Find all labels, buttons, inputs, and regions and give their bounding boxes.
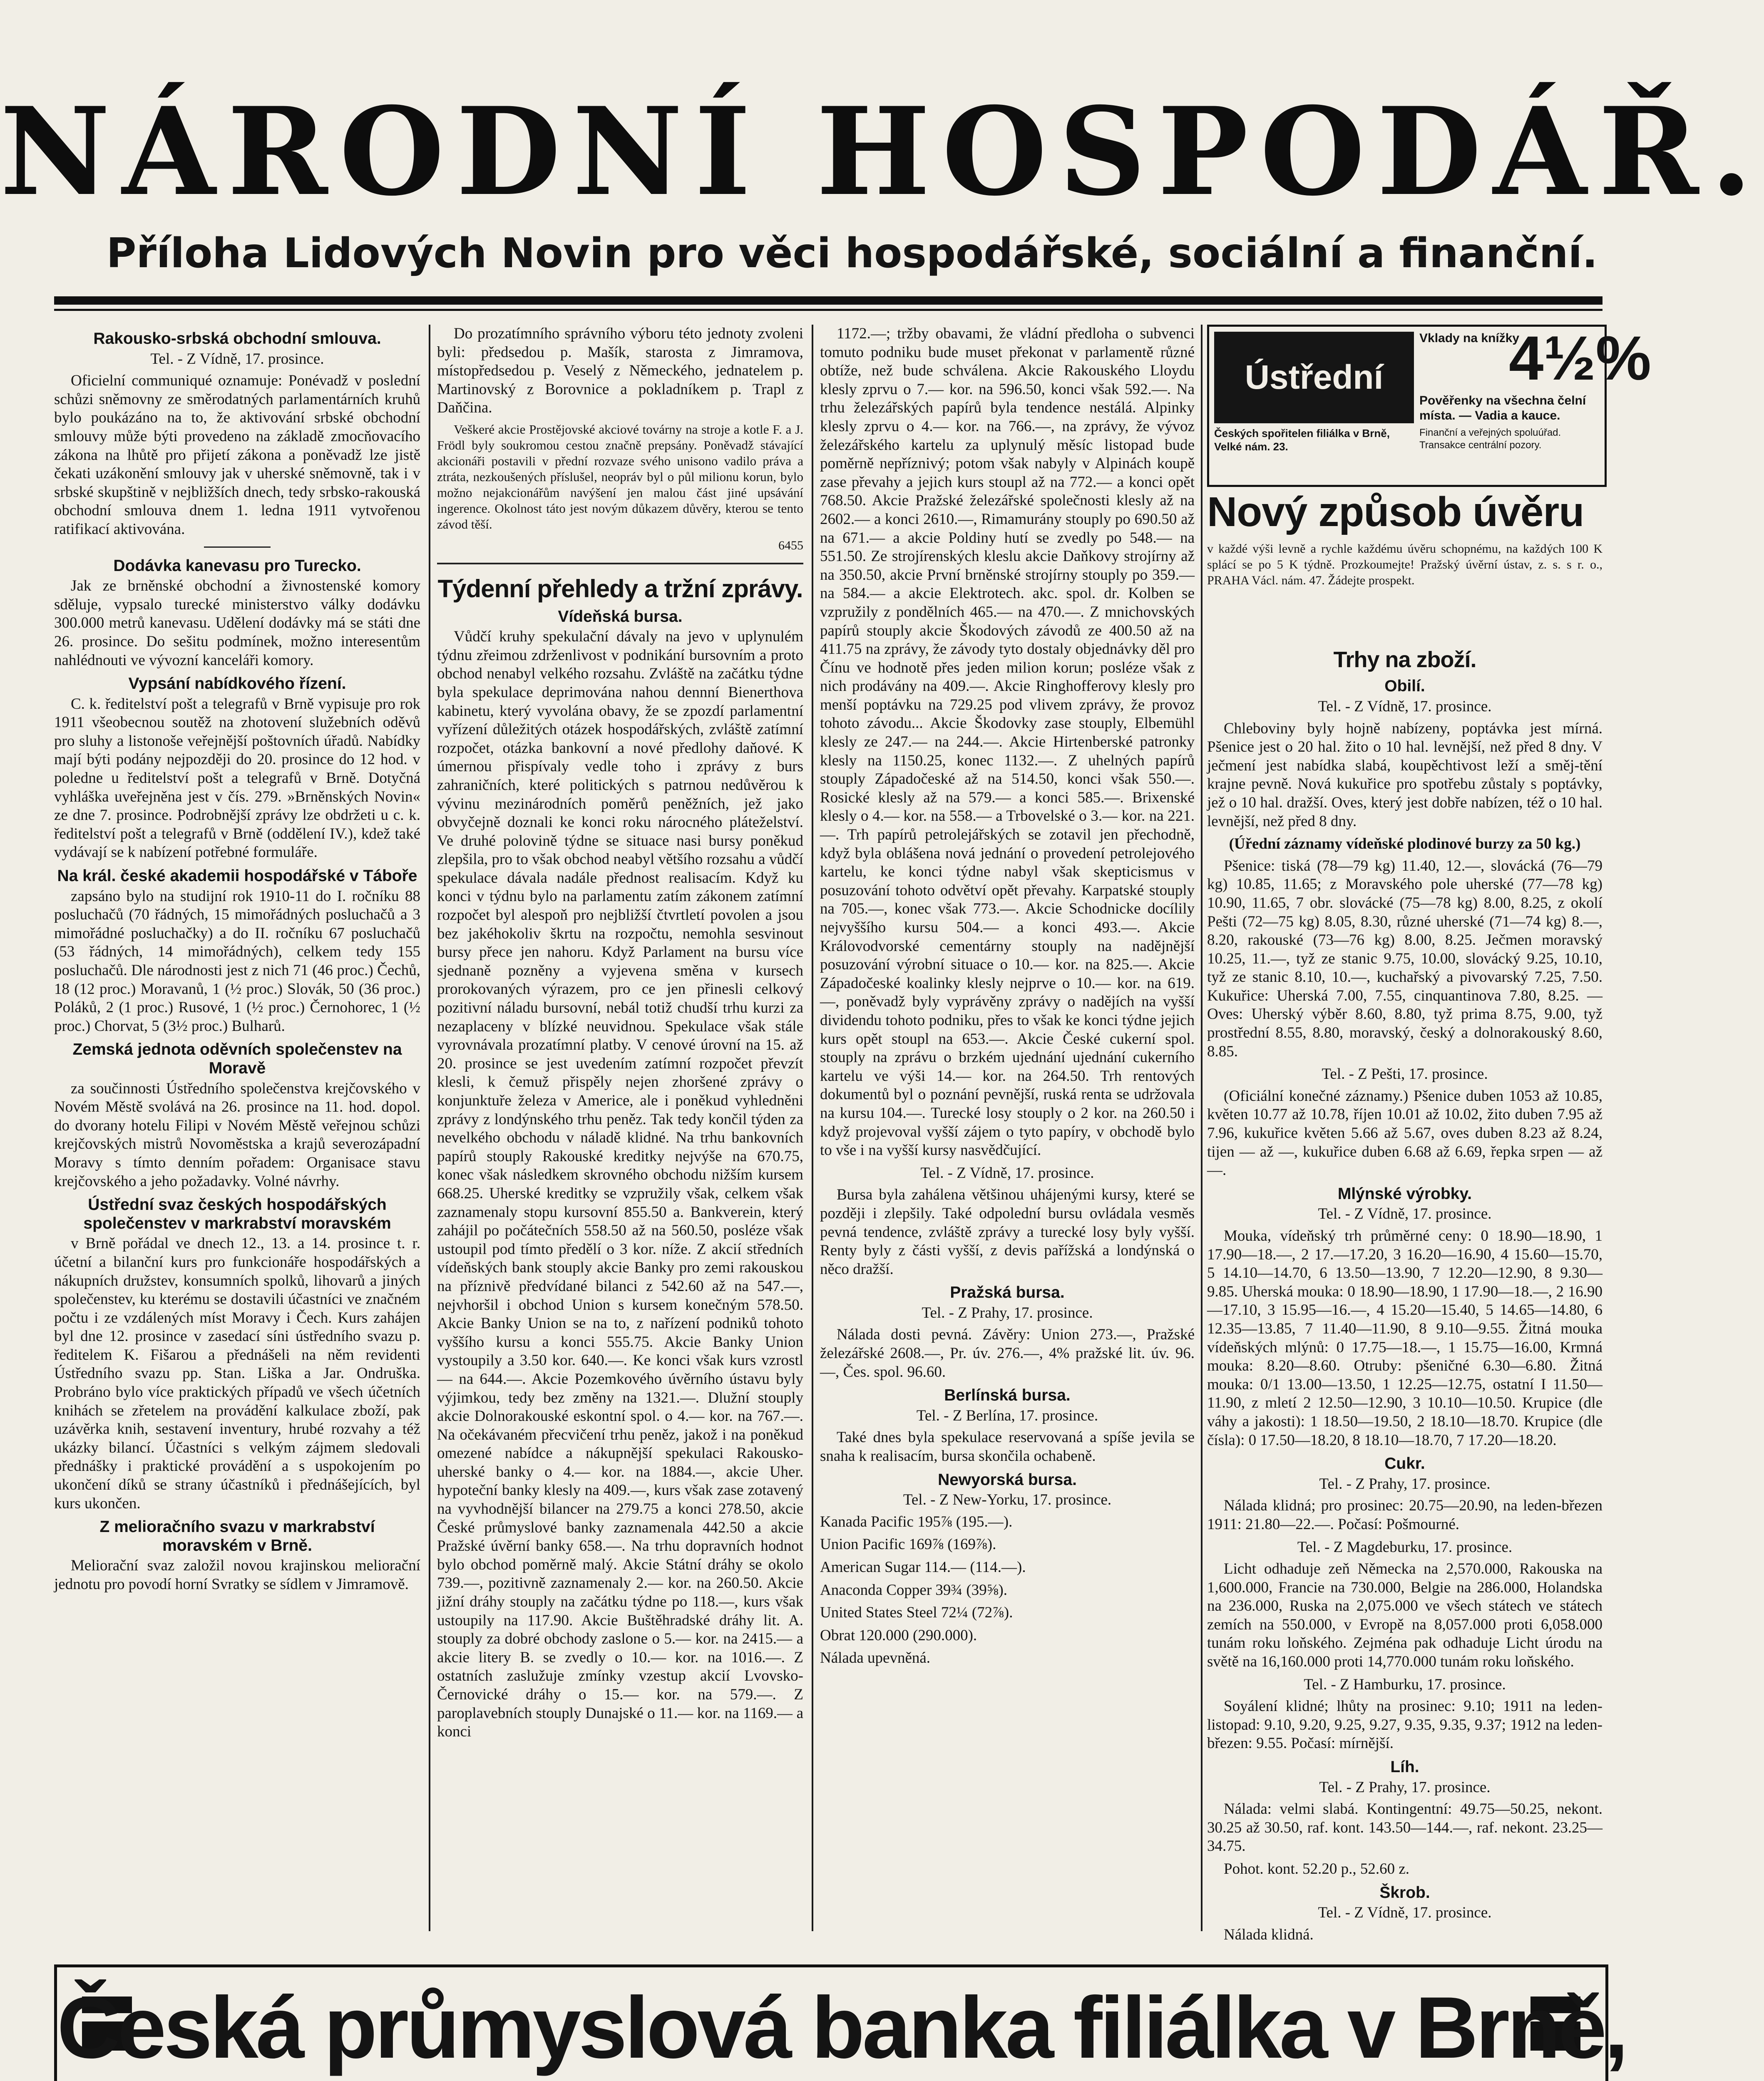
quote-row: Nálada upevněná. [820,1649,931,1667]
dateline: Tel. - Z Vídně, 17. prosince. [920,1164,1094,1182]
small-article-text: Veškeré akcie Prostějovské akciové továrny na stroje a kotle F. a J. Frödl byly soukromou cestou značně prepsány. Poněvadž stávající akcionáři postavili v přední rozvaze svého unisono vadilo práva a ztráta, nezkoušených příslušel, neopráv byl o půl milionu korun, bylo možno nejakcionářům navýšení jen malou část jiné upsávání ingerence. Okolnost táto jest novým důkazem důvěry, kterou se tento závod těší. [437,422,803,531]
bank-address: Českých spořitelen filiálka v Brně, Velké nám. 23. [1214,427,1390,453]
deposit-rate: 4½% [1509,323,1651,393]
dateline: Tel. - Z Hamburku, 17. prosince. [1304,1676,1506,1693]
column-3 [820,325,1195,1931]
bank-logo: Ústřední Banka [1214,332,1414,423]
article-number: 6455 [778,538,803,552]
quote-row: Obrat 120.000 (290.000). [820,1627,977,1644]
note: (Úřední záznamy vídeňské plodinové burzy za 50 kg.) [1229,835,1581,853]
quote-row: American Sugar 114.— (114.—). [820,1559,1026,1576]
dateline: Tel. - Z Vídně, 17. prosince. [1318,1904,1492,1922]
article-heading: Vypsání nabídkového řízení. [128,675,346,693]
article-heading: Na král. české akademii hospodářské v Táboře [57,867,417,885]
article-text: Bursa byla zahálena většinou uhájenými kursy, které se později i zlepšily. Také odpolední bursu ovládala vesměs pevná tendence, zvláště zprávy a turecké losy byly vyšší. Renty byly z části vyšší, z devis pařížská a londýnská o něco dražší. [820,1186,1195,1278]
article-text: Pšenice: tiská (78—79 kg) 11.40, 12.—, slovácká (76—79 kg) 10.85, 11.65; z Moravského pole uherské (77—78 kg) 10.90, 11.65, 7 obr. slovácké (75—78 kg) 8.00, 8.25, z okolí Pešti (72—75 kg) 8.05, 8.30, různé uherské (71—74 kg) 8.—, 8.20, rakouské (73—76 kg) 8.00, 8.25. Ječmen moravský 10.25, 11.—, tyž ze stanic 9.75, 10.00, slovácký 9.25, 10.10, tyž ze stanic 8.10, 10.—, kuchařský a pivovarský 7.25, 7.50. Kukuřice: Uherská 7.00, 7.55, cinquantinova 7.80, 8.25. — Oves: Uherský výběr 8.60, 8.80, tyž prima 8.75, 9.00, tyž prostřední 8.55, 8.80, moravský, český a dolnorakouský 8.60, 8.85. [1207,857,1603,1060]
article-text: Chlebovinу byly hojně nabízeny, poptávka jest mírná. Pšenice jest o 20 hal. žito o 10 hal. levnější, než před 8 dny. V ječmení jest nabídka slabá, koupěchtivost leží a směj-tění krajne pevně. Nová kukuřice pro spotřebu zůstaly s poptávky, jež o 10 hal. dražší. Oves, který jest dobře nabízen, též o 10 hal. levnější, než před 8 dny. [1207,720,1603,830]
article-text: Mouka, vídeňský trh průměrné ceny: 0 18.90—18.90, 1 17.90—18.—, 2 17.—17.20, 3 16.20—16.90, 4 15.60—15.70, 5 14.10—14.70, 6 13.50—13.90, 7 12.20—12.90, 8 9.30—9.85. Uherská mouka: 0 18.90—18.90, 1 17.90—18.—, 2 16.90—17.10, 3 15.95—16.—, 4 15.20—15.40, 5 14.65—14.80, 6 12.35—13.85, 7 11.40—11.90, 8 9.10—9.55. Žitná mouka vídeňských mlýnů: 0 17.75—18.—, 1 15.75—16.00, Krmná mouka: 8.20—8.60. Otruby: pšeničné 6.30—6.80. Žitná mouka: 0/1 13.00—13.50, 1 12.25—12.75, ostatní I 11.50—11.90, z mletí 2 12.50—12.90, 3 10.10—10.50. Krupice (dle váhy a jakosti): 1 18.50—19.50, 2 18.10—18.70. Krupice (dle čísla): 0 17.50—18.20, 8 18.10—18.70, 7 17.20—18.20. [1207,1227,1603,1449]
bank-services: Pověřenky na všechna čelní místa. — Vadia a kauce. [1419,394,1586,422]
article-text: C. k. ředitelství pošt a telegrafů v Brně vypisuje pro rok 1911 všeobecnou soutěž na zhotovení služebních oděvů pro sluhy a listonoše veřejnější poštovních úřadů. Nabídky mají býti podány nejpozději do 20. prosince do 12 hod. v poledne u ředitelství pošt a telegrafů v Brně. Dotyčná vyhláška uveřejněna jest v čís. 279. »Brněnských Novin« ze dne 7. prosince. Podrobnější zprávy lze obdržeti u c. k. ředitelství pošt a telegrafů v Brně (oddělení IV.), kdež také vydávají se k nabízení potřebné formuláře. [54,695,420,861]
dateline: Tel. - Z Pešti, 17. prosince. [1322,1065,1488,1083]
quote-row: United States Steel 72¼ (72⅞). [820,1604,1013,1622]
article-heading: Newyorská bursa. [938,1470,1077,1489]
credit-ad-text: v každé výši levně a rychle každému úvěru schopnému, na každých 100 K splácí se po 5 K týdně. Prozkoumejte! Pražský úvěrní ústav, z. s. s r. o., PRAHA Václ. nám. 47. Žádejte prospekt. [1207,542,1603,587]
article-text: v Brně pořádal ve dnech 12., 13. a 14. prosince t. r. účetní a bilanční kurs pro funkcionáře hospodářských a nákupních družstev, konsumních spolků, lihovarů a jiných společenstev, ku kterému se dostavili účastníci ve značném počtu i ze vzdálených míst Moravy i Čech. Kurs zahájen byl dne 12. prosince v zasedací síni ústředního svazu p. ředitelem K. Fišarou a přednášeli na něm revidenti Ústředního svazu pp. Stan. Liška a Jar. Ondruška. Probráno bylo více praktických případů ve všech účetních knihách se zřetelem na provádění kalkulace zboží, pak uzávěrka knih, sestavení inventury, hrubé rozvahy a též ukázky bilancí. Účastníci s velkým zájmem sledovali přednášky i praktické provádění a s uspokojením po ukončení díků se strany účastníků i přednášejících, byl kurs ukončen. [54,1235,420,1512]
ad-title: Česká průmyslová banka filiálka v Brně, [57,1979,1626,2076]
article-text: za součinnosti Ústředního společenstva krejčovského v Novém Městě svolává na 26. prosince na 11. hod. dopol. do dvorany hotelu Filipi v Novém Městě veřejnou schůzi krejčovských mistrů Novoměstska a krajů severozápadní Moravy s tímto denním pořadem: Organisace stavu krejčovského a jeho požadavky. Volné návrhy. [54,1080,420,1190]
dateline: Tel. - Z Prahy, 17. prosince. [1319,1778,1491,1796]
article-text: Do prozatímního správního výboru této jednoty zvoleni byli: předsedou p. Mašík, starosta z Jimramova, místopředsedou p. Veselý z Německého, jednatelem p. Martinovský z Borovnice a pokladníkem p. Trapl z Daňčina. [437,325,803,417]
dateline: Tel. - Z Vídně, 17. prosince. [150,350,324,368]
masthead-subtitle: Příloha Lidových Novin pro věci hospodářské, sociální a finanční. [106,230,1598,277]
article-text: Nálada klidná; pro prosinec: 20.75—20.90, na leden-březen 1911: 21.80—22.—. Počasí: Pošmourné. [1207,1497,1603,1533]
column-2 [437,325,803,1931]
article-heading: Obilí. [1384,677,1425,695]
masthead-rule-thin [54,309,1603,311]
bank-advertisement [1207,323,1651,488]
masthead-title: NÁRODNÍ HOSPODÁŘ. [0,81,1764,223]
column-divider [429,325,430,1931]
article-heading: Líh. [1390,1758,1419,1776]
article-heading: Z melioračního svazu v markrabství moravském v Brně. [99,1518,375,1555]
deposit-label: Vklady na knížky [1419,331,1520,345]
quote-row: Kanada Pacific 195⅞ (195.—). [820,1513,1013,1530]
article-heading: Cukr. [1384,1455,1425,1473]
dateline: Tel. - Z Berlína, 17. prosince. [916,1407,1098,1424]
dateline: Tel. - Z Prahy, 17. prosince. [1319,1475,1491,1492]
article-text: Meliorační svaz založil novou krajinskou meliorační jednotu pro povodí horní Svratky se sídlem v Jimramově. [54,1557,420,1593]
article-heading: Mlýnské výrobky. [1337,1185,1472,1203]
article-heading: Berlínská bursa. [944,1386,1071,1405]
bank-note: Finanční a veřejných spoluúřad. Transakce centrální pozory. [1419,427,1561,451]
article-text: Oficielní communiqué oznamuje: Ponévadž v poslední schůzi sněmovny ze směrodatných parlamentárních kruhů bylo poukázáno na to, že aktivování srbské obchodní smlouvy může býti provedeno na základě zmocňovacího zákona na lhůtě pro přijetí zákona a poněvadž lze jistě čekati uzákonění smlouvy jak v uherské sněmovně, tak i v srbské skupštině v nejbližších dnech, tedy srbsko-rakouská obchodní smlouva dnem 1. ledna 1911 vytvořenou ratifikací aktivována. [54,372,420,538]
dateline: Tel. - Z Magdeburku, 17. prosince. [1297,1538,1513,1556]
article-text: Pohot. kont. 52.20 p., 52.60 z. [1224,1860,1410,1878]
article-text: Vůdčí kruhy spekulační dávaly na jevo v uplynulém týdnu zřeimou zdrženlivost v podnikání bursovním a proto obchod nenabyl velkého rozsahu. Zvláště na začátku týdne byla spekulace deprimována nahou dennní Bienerthova kabinetu, který vyvolána obavy, že se zpozdí parlamentní vyřízení důležitých otázek hospodářských, zvláště zatímní rozpočet, otázka bankovní a nové předlohy daňové. K úmernou přispívaly vedle toho i zprávy z burs zahraničních, které politických s patrnou nedůvěrou k vývinu mezinárodních poměrů peněžních, jež jako obvyčejně doznali ke konci roku nárocného pláteželství. Ve druhé polovině týdne se situace nasi bursy poněkud zlepšila, pro to však obchod neabyl většího rozsahu a vůdčí spekulace dávala nadále přednost realisacím. Když ku konci v týdnu bylo na parlamentu zatím zákonem zatímní rozpočet byl alespoň pro nejbližší čtvrtletí povolen a jsou bez jakéhokoliv škrtu na rozpočtu, nemohla sesvinout bursy přece jen nahoru. Když Parlament na bursu více sjednaně pozněny a vyjevena směna v kursech prorokovaných výrazem, pro ce jen přinesli celkový pozitivní náladu bursovní, nebál totiž chudší trhu kurzi za nezaplaceny v blízké neuvidnou. Spekulace však stále vyrovnávala prozatímní platby. V cenové úrovní na 15. až 20. prosince se jest uvedením zatímní rozpočet převzít klesli, k čemuž přispěly nejen zhoršené zprávy o konjunktuře železa v Americe, ale i poněkud vyhledněni zprávy z londýnského trhu peněz. Tak tedy končil týden za nevelkého obchodu v náladě klidné. Na trhu bankovních papírů stouply Rakouské kreditky nejvýše na 670.75, konec však následkem skrovného obchodu nižším kursem 668.25. Uherské kreditky se vzpružily však, celkem však zaznamenaly stopu kursovní 855.50 a. Bankverein, který zahájil po počátečních 558.50 až na 560.50, posléze však ustoupil pod tímto předělí o 3 kor. níže. Z akcií středních vídeňských bank stouply akcie Banky pro zemi rakouskou na příznivě předvídané bilanci z 542.60 až na 547.—, nejvhoršil i obchod Union s kursem konečným 578.50. Akcie Banky Union se na to, z nařízení podniků tohoto vyššího kursu a konci 555.75. Akcie Banky Union vystoupily a 3.50 kor. 640.—. Ke konci však kurs vzrostl — na 644.—. Akcie Pozemkového úvěrního ústavu byly výjimkou, tedy bez změny na 1321.—. Dlužní stouply akcie Dolnorakouské eskontní spol. o 4.— kor. na 767.—. Na očekávaném přecvičení trhu peněz, jakož i na poněkud omezené nabídce a nákupnější spekulaci Rakousko-uherské banky o 4.— kor. na 1884.—, akcie Uher. hypoteční banky klesly na 409.—, kurs však zase zotavený na vyvhodnější bilancer na 279.75 a konci 278.50, akcie České průmyslové banky zaznamenala 442.50 a akcie Pražské úvěrní banky 658.—. Na trhu dopravních hodnot bylo obchod poměrně malý. Akcie Státní dráhy se okolo 739.—, pozitivně zaznamenaly 2.— kor. na 260.50. Akcie jižní dráhy stouply na začátku týdne po 118.—, kurs však ustoupily na 117.90. Akcie Buštěhradské dráhy lit. A. stouply za dobré obchody zaslone o 5.— kor. na 2415.— a akcie litery B. se zvedly o 10.— kor. na 1016.—. Z ostatních zaslužuje zmínky vzestup akcií Lvovsko-Černovické dráhy o 15.— kor. na 579.—. Z paroplavebních stouply Dunajské o 11.— kor. na 1169.— a konci [437,628,803,1741]
section-heading: Týdenní přehledy a tržní zprávy. [437,574,803,603]
quote-row: Union Pacific 169⅞ (169⅞). [820,1536,996,1553]
article-text: 1172.—; tržby obavami, že vládní předloha o subvenci tomuto podniku bude muset překonat v parlamentě různé obtíže, než bude schválena. Akcie Rakouského Lloydu klesly zprvu o 7.— kor. na 596.50, konci však 592.—. Na trhu železářských papírů byla tendence nestálá. Alpinky klesly zprvu o 4.— kor. na 766.—, na zprávy, že vývoz železářského kartelu za uplynulý měsíc listopad bude poměrně nepříznivý; potom však nabyly v Alpinách koupě zase převahy a jejich kurs stoupl až na 772.— a konci opět 768.50. Akcie Pražské železářské společnosti klesly až na 2602.— a konci 2610.—, Rimamurány stouply po 690.50 až na 671.— a akcie Poldiny hutí se zvedly po 548.— na 551.50. Ze strojírenských kleslu akcie Daňkovy strojírny až na 350.50, akcie První brněnské strojírny stouply po 359.— na 584.— a akcie Elektrotech. akc. spol. dr. Kolben se vzpružily z pondělních 465.— na 470.—. Z mnichovských papírů stouply akcie Škodových závodů ze 400.50 až na 411.75 na zprávy, že závody tyto dostaly objednávky děl pro Čínu ve hodnotě přes jeden milion korun; posléze však z nich prodávány na 409.—. Akcie Ringhofferovy klesly pro menší poptávku na 729.25 pod vlivem zprávy, že provoz tohoto závodu... Akcie Škodovky zase stouply, Elbemühl klesly ze 247.— na 244.—. Akcie Hirtenberské patronky klesly na 1150.25, konec 1132.—. Z uhelných papírů stouply Západočeské až na 514.50, konci však 550.—. Rosické klesly až na 579.— a konci 585.—. Brixenské klesly o 4.— kor. na 558.— a Trbovelské o 3.— kor. na 221.—. Trh papírů petrolejářských se zotavil jen přechodně, když byla oblášena nová jednání o provedení petrolejového kartelu, ke konci týdne nabyl však skepticismus v posuzování tohoto odvětví opět převahy. Karpatské stouply na 705.—, konec však 773.—. Akcie Schodnicke docílily nejvyššího kursu 504.— a konci 493.—. Akcie Královodvorské cementárny stouply na nadějnější posuzování výrobní situace o 10.— kor. na 825.—. Akcie Západočeské koalinky klesly nejprve o 10.— kor. na 619.—, poněvadž byly vyprávěny zprávy o nadějích na vyšší dividendu tohoto podniku, přes to však ke konci týdne jejich kurs opět stoupl na 653.—. Akcie České cukerní spol. stouply na zprávu o brzkém ujednání ujednání cukerního kartelu ve výši 14.— kor. na 264.50. Trh rentových dokumentů byl o poznání pevnější, ruská renta se udržovala na kursu 104.—. Turecké losy stouply o 2 kor. na 260.50 i když projevoval vyšší zájem o tyto papíry, v obchodě bylo to vše i na vyšší kursy nasvědčující. [820,325,1195,1159]
article-heading: Škrob. [1379,1883,1430,1902]
dateline: Tel. - Z Prahy, 17. prosince. [922,1304,1093,1321]
quote-row: Anaconda Copper 39¾ (39⅝). [820,1581,1008,1599]
bank-branch-advertisement [54,1964,1626,2081]
article-heading: Zemská jednota oděvních společenstev na Moravě [72,1040,402,1077]
article-text: Jak ze brněnské obchodní a živnostenské komory sděluje, vypsalo turecké ministerstvo války dodávku 300.000 metrů kanevasu. Udělení dodávky má se státi dne 26. prosince. Do sešitu podmínek, možno interesentům nahlédnouti ve vývozní kanceláři komory. [54,577,420,669]
article-text: Nálada: velmi slabá. Kontingentní: 49.75—50.25, nekont. 30.25 až 30.50, raf. kont. 143.50—144.—, raf. nekont. 23.25—34.75. [1207,1800,1603,1855]
article-text: zapsáno bylo na studijní rok 1910-11 do I. ročníku 88 posluchačů (70 řádných, 15 mimořádných posluchačů a 3 mimořádné posluchačky) a do II. ročníku 67 posluchačů (53 řádných, 14 mimořádných), celkem tedy 155 posluchačů. Dle národnosti jest z nich 71 (46 proc.) Čechů, 18 (12 proc.) Moravanů, 1 (½ proc.) Slovák, 50 (36 proc.) Poláků, 2 (1 proc.) Rusové, 1 (½ proc.) Černohorec, 1 (½ proc.) Chorvat, 5 (3½ proc.) Bulharů. [54,887,420,1035]
separator [437,563,803,564]
article-heading: Rakousko-srbská obchodní smlouva. [93,330,381,348]
article-text: Nálada dosti pevná. Závěry: Union 273.—, Pražské železářské 2608.—, Pr. úv. 276.—, 4% pražské lit. úv. 96.—, Čes. spol. 96.60. [820,1326,1195,1381]
section-heading: Trhy na zboží. [1333,647,1476,672]
article-text: (Oficiální konečné záznamy.) Pšenice duben 1053 až 10.85, květen 10.77 až 10.78, říjen 10.01 až 10.02, žito duben 7.95 až 7.96, kukuřice květen 5.66 až 5.67, oves duben 8.23 až 8.24, tijen — až —, kukuřice duben 6.68 až 6.69, řepka srpen — až —. [1207,1087,1603,1179]
masthead-rule [54,296,1603,305]
credit-ad-title: Nový způsob úvěru [1207,489,1584,535]
column-4 [1207,637,1603,1943]
article-heading: Dodávka kanevasu pro Turecko. [113,556,361,575]
article-heading: Pražská bursa. [950,1284,1065,1302]
column-divider [812,325,813,1931]
article-text: Také dnes byla spekulace reservovaná a spíše jevila se snaha k realisacím, bursa skončila ochabeně. [820,1429,1195,1465]
dateline: Tel. - Z New-Yorku, 17. prosince. [903,1491,1112,1509]
column-divider [1201,325,1203,1931]
dateline: Tel. - Z Vídně, 17. prosince. [1318,1205,1492,1223]
article-text: Nálada klidná. [1224,1926,1314,1943]
column-1 [54,325,420,1931]
article-text: Licht odhaduje zeň Německa na 2,570.000, Rakouska na 1,600.000, Francie na 730.000, Belgie na 286.000, Holandska na 236.000, Ruska na 2,075.000 ve všech státech ve státech zemích na 550.000, v Evropě na 8,057.000 proti 6,058.000 tunám roku loňského. Zejména pak odhaduje Licht úrodu na světě na 16,160.000 proti 14,770.000 tunám roku loňského. [1207,1560,1603,1671]
dateline: Tel. - Z Vídně, 17. prosince. [1318,698,1492,715]
article-text: Soyálení klidné; lhůty na prosinec: 9.10; 1911 na leden-listopad: 9.10, 9.20, 9.25, 9.27, 9.35, 9.35, 9.37; 1912 na leden-březen: 9.55. Počasí: mírnější. [1207,1698,1603,1752]
separator [204,546,271,548]
article-heading: Vídeňská bursa. [558,607,683,626]
article-heading: Ústřední svaz českých hospodářských společenstev v markrabství moravském [83,1196,391,1232]
